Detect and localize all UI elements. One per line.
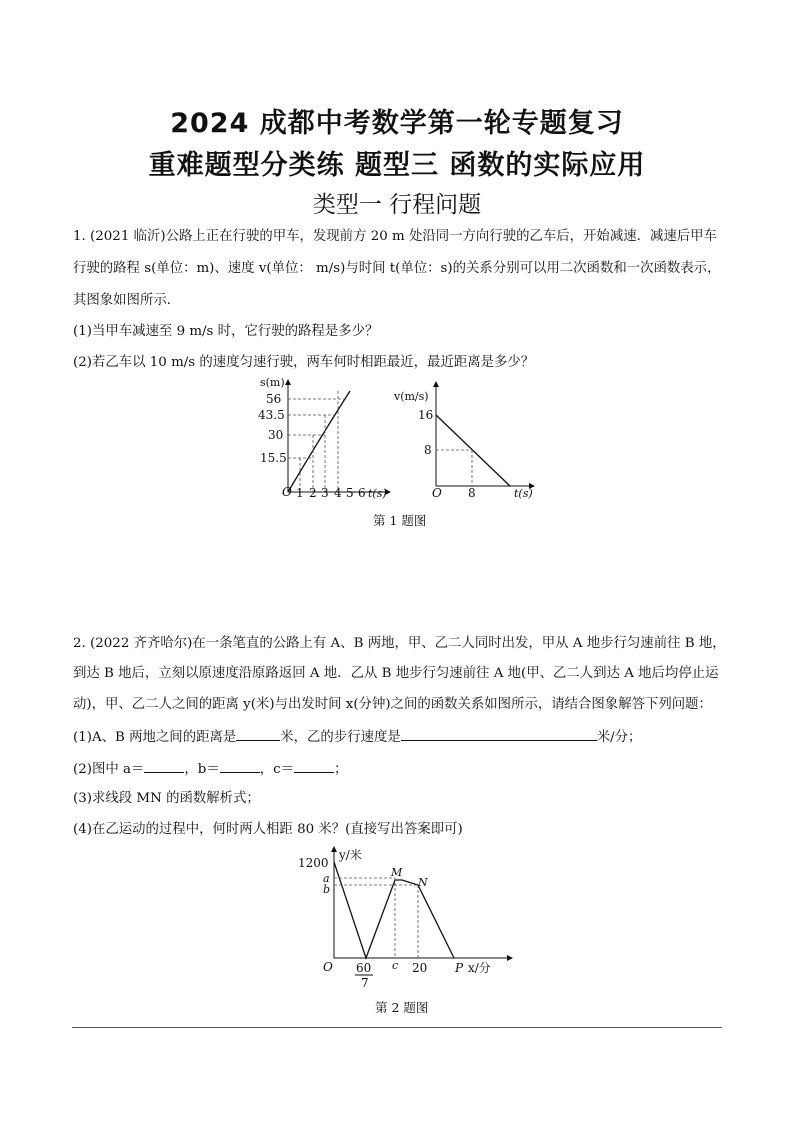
q2-graph-y-1200: 1200 <box>298 856 329 870</box>
q2-graph-y-b: b <box>323 883 331 896</box>
graph-v-origin: O <box>432 486 442 500</box>
graph-v-xlabel: t(s) <box>514 487 533 500</box>
graph-s-xtick-2: 2 <box>309 486 317 500</box>
q2-graph-origin: O <box>323 960 333 974</box>
graph-s-xtick-1: 1 <box>296 486 304 500</box>
graph-v-xtick-8: 8 <box>468 486 476 500</box>
q2-graph-point-N: N <box>418 876 428 889</box>
q2-sub2-part-d: ； <box>334 762 348 777</box>
q2-graph-ylabel: y/米 <box>339 848 362 862</box>
graph-v-ylabel: v(m/s) <box>394 390 429 403</box>
q1-line-1: 1. (2021 临沂)公路上正在行驶的甲车，发现前方 20 m 处沿同一方向行驶的乙车后，开始减速．减速后甲车 <box>73 229 717 244</box>
q1-line-2: 行驶的路程 s(单位：m)、速度 v(单位： m/s)与时间 t(单位：s)的关系分别可以用二次函数和一次函数表示， <box>73 261 721 276</box>
q2-sub-2 <box>73 759 723 779</box>
graph-s-ytick-30: 30 <box>268 428 284 442</box>
graph-v-ytick-16: 16 <box>418 408 434 422</box>
title-line-2: 重难题型分类练 题型三 函数的实际应用 <box>148 150 646 181</box>
graph-s-ytick-15.5: 15.5 <box>260 451 287 465</box>
q1-sub-1: (1)当甲车减速至 9 m/s 时，它行驶的路程是多少？ <box>73 324 379 339</box>
q2-sub1-part-a: (1)A、B 两地之间的距离是 <box>73 730 237 745</box>
q2-sub2-part-a: (2)图中 a＝ <box>73 762 145 777</box>
q2-graph-x-frac-num: 60 <box>356 961 372 975</box>
q1-graph-v <box>394 378 544 504</box>
q2-sub1-part-c: 米/分； <box>596 730 642 745</box>
q2-graph-x-frac-den: 7 <box>361 976 369 990</box>
answer-blank-speed[interactable] <box>401 727 597 741</box>
q2-graph <box>294 845 524 991</box>
graph-s-origin: O <box>282 485 292 499</box>
title-line-1: 2024 成都中考数学第一轮专题复习 <box>170 108 624 139</box>
q2-line-2: 到达 B 地后，立刻以原速度沿原路返回 A 地．乙从 B 地步行匀速前往 A 地(甲、乙二人到达 A 地后均停止运 <box>73 666 719 681</box>
q2-graph-x-20: 20 <box>412 961 428 975</box>
answer-blank-distance[interactable] <box>236 727 280 741</box>
graph-s-xtick-5: 5 <box>346 486 354 500</box>
q2-sub2-part-b: ，b＝ <box>184 762 220 777</box>
q2-sub2-part-c: ，c＝ <box>259 762 295 777</box>
q2-graph-point-M: M <box>391 866 403 879</box>
graph-v-ytick-8: 8 <box>424 443 432 457</box>
graph-s-ytick-43.5: 43.5 <box>258 408 285 422</box>
section-subtitle: 类型一 行程问题 <box>312 192 482 218</box>
q2-line-1: 2. (2022 齐齐哈尔)在一条笔直的公路上有 A、B 两地，甲、乙二人同时出发，甲从 A 地步行匀速前往 B 地， <box>73 636 726 651</box>
q1-caption: 第 1 题图 <box>373 513 427 528</box>
q2-graph-xlabel: x/分 <box>468 961 491 975</box>
graph-s-xlabel: t(s) <box>368 487 387 500</box>
q2-sub-4: (4)在乙运动的过程中，何时两人相距 80 米？(直接写出答案即可) <box>73 822 463 837</box>
q2-graph-x-c: c <box>392 959 399 972</box>
answer-blank-a[interactable] <box>144 759 184 773</box>
q2-graph-y-a: a <box>323 872 330 885</box>
q2-line-3: 动)，甲、乙二人之间的距离 y(米)与出发时间 x(分钟)之间的函数关系如图所示，请结合图象解答下列问题： <box>73 697 712 712</box>
graph-s-xtick-6: 6 <box>358 486 366 500</box>
graph-s-ytick-56: 56 <box>266 392 282 406</box>
graph-s-ylabel: s(m) <box>260 378 285 389</box>
q2-caption: 第 2 题图 <box>375 1000 429 1015</box>
q2-graph-point-P: P <box>455 961 464 975</box>
q1-graph-s <box>250 378 400 504</box>
q1-line-3: 其图象如图所示． <box>73 293 181 308</box>
q2-sub-3: (3)求线段 MN 的函数解析式； <box>73 791 260 806</box>
graph-s-xtick-3: 3 <box>321 486 329 500</box>
graph-s-xtick-4: 4 <box>334 486 342 500</box>
answer-blank-b[interactable] <box>220 759 260 773</box>
q1-sub-2: (2)若乙车以 10 m/s 的速度匀速行驶，两车何时相距最近，最近距离是多少？ <box>73 355 535 370</box>
page-footer-rule <box>72 1027 722 1028</box>
q2-sub1-part-b: 米，乙的步行速度是 <box>280 730 401 745</box>
answer-blank-c[interactable] <box>294 759 334 773</box>
q2-sub-1 <box>73 727 723 747</box>
